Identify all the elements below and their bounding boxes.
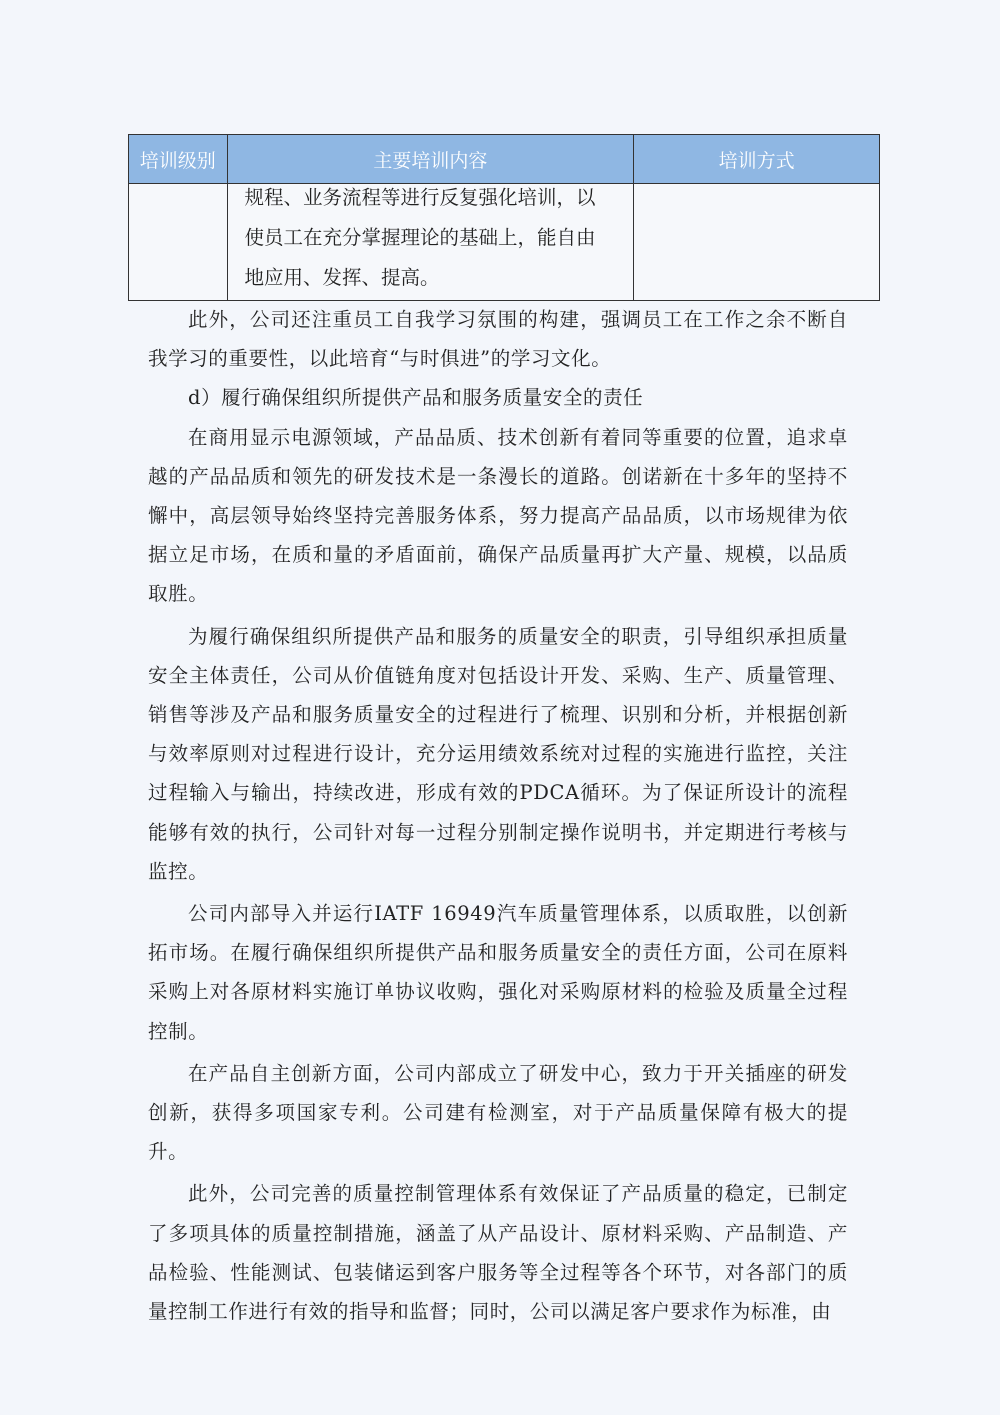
paragraph-learning-culture: 此外，公司还注重员工自我学习氛围的构建，强调员工在工作之余不断自我学习的重要性，以此培育“与时俱进”的学习文化。 [148,308,848,371]
table-row [129,184,880,301]
paragraph-innovation: 在产品自主创新方面，公司内部成立了研发中心，致力于开关插座的研发创新，获得多项国家专利。公司建有检测室，对于产品质量保障有极大的提升。 [148,1061,848,1164]
training-table [128,134,880,301]
cell-content-line: 地应用、发挥、提高。 [244,266,440,289]
paragraph-quality-control: 此外，公司完善的质量控制管理体系有效保证了产品质量的稳定，已制定了多项具体的质量控制措施，涵盖了从产品设计、原材料采购、产品制造、产品检验、性能测试、包装储运到客户服务等全过程等各个环节，对各部门的质量控制工作进行有效的指导和监督；同时，公司以满足客户要求作为标准，由 [148,1182,848,1324]
table-header-row [129,135,880,184]
section-heading-d: d）履行确保组织所提供产品和服务质量安全的责任 [188,386,644,410]
cell-content-line: 规程、业务流程等进行反复强化培训，以 [244,186,596,209]
cell-content-line: 使员工在充分掌握理论的基础上，能自由 [244,226,596,249]
paragraph-product-quality: 在商用显示电源领域，产品品质、技术创新有着同等重要的位置，追求卓越的产品品质和领先的研发技术是一条漫长的道路。创诺新在十多年的坚持不懈中，高层领导始终坚持完善服务体系，努力提高产品品质，以市场规律为依据立足市场，在质和量的矛盾面前，确保产品质量再扩大产量、规模，以品质取胜。 [148,425,848,606]
paragraph-quality-responsibility: 为履行确保组织所提供产品和服务的质量安全的职责，引导组织承担质量安全主体责任，公司从价值链角度对包括设计开发、采购、生产、质量管理、销售等涉及产品和服务质量安全的过程进行了梳理、识别和分析，并根据创新与效率原则对过程进行设计，充分运用绩效系统对过程的实施进行监控，关注过程输入与输出，持续改进，形成有效的PDCA循环。为了保证所设计的流程能够有效的执行，公司针对每一过程分别制定操作说明书，并定期进行考核与监控。 [148,624,848,883]
header-training-method: 培训方式 [634,135,880,184]
cell-content [227,184,634,301]
cell-method [634,184,880,301]
cell-level [129,184,228,301]
header-training-content: 主要培训内容 [227,135,634,184]
document-body [148,300,848,1331]
header-training-level: 培训级别 [129,135,228,184]
paragraph-iatf: 公司内部导入并运行IATF 16949汽车质量管理体系，以质取胜，以创新拓市场。在履行确保组织所提供产品和服务质量安全的责任方面，公司在原料采购上对各原材料实施订单协议收购，强化对采购原材料的检验及质量全过程控制。 [148,902,848,1043]
